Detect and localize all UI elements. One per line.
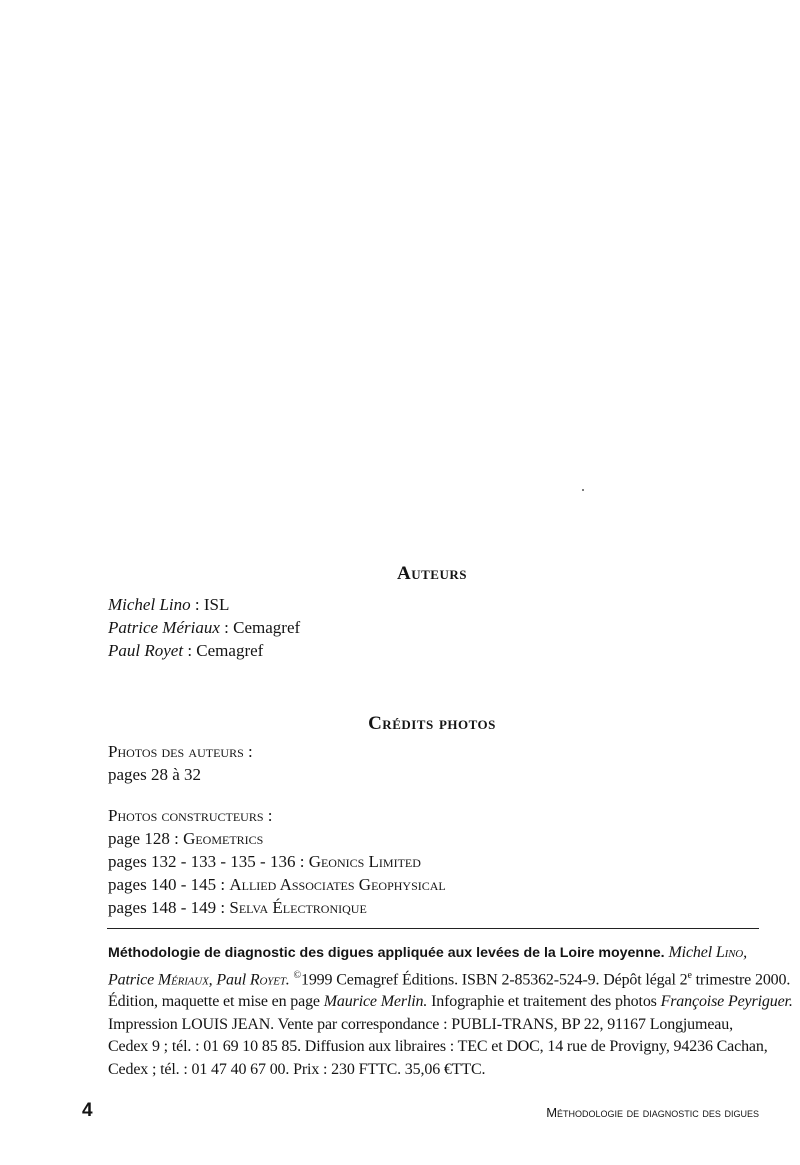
authors-list — [108, 593, 300, 662]
author-affiliation: Cemagref — [196, 641, 264, 660]
constructor-photos-label: Photos constructeurs — [108, 806, 264, 825]
author-name: Patrice Mériaux — [108, 618, 220, 637]
imprint-line: Méthodologie de diagnostic des digues appliquée aux levées de la Loire moyenne. Michel Lino, — [108, 944, 747, 961]
author-entry: Paul Royet : Cemagref — [108, 641, 264, 660]
page-number: 4 — [82, 1100, 93, 1121]
imprint-line: Édition, maquette et mise en page Maurice Merlin. Infographie et traitement des photos Françoise Peyriguer. — [108, 993, 793, 1011]
imprint-line: Cedex 9 ; tél. : 01 69 10 85 85. Diffusion aux libraires : TEC et DOC, 14 rue de Provigny, 94236 Cachan, — [108, 1038, 768, 1056]
author-name: Paul Royet — [108, 641, 184, 660]
imprint-block — [108, 942, 793, 1081]
credits-heading: Crédits photos — [368, 713, 496, 734]
constructor-credit-row: pages 140 - 145 : Allied Associates Geophysical — [108, 875, 446, 894]
constructor-credit-row: pages 132 - 133 - 135 - 136 : Geonics Limited — [108, 852, 421, 871]
author-photos-credit: Photos des auteurs : pages 28 à 32 — [108, 742, 253, 784]
constructor-name: Allied Associates Geophysical — [229, 875, 446, 894]
constructor-name: Selva Électronique — [229, 898, 367, 917]
constructor-photos-credit: Photos constructeurs : page 128 : Geometrics pages 132 - 133 - 135 - 136 : Geonics Limited pages 140 - 145 : Allied Associates Geophysical pages 148 - 149 : Selva Électronique — [108, 806, 446, 917]
imprint-title: Méthodologie de diagnostic des digues appliquée aux levées de la Loire moyenne. — [108, 945, 665, 961]
author-name: Michel Lino — [108, 595, 191, 614]
constructor-credit-row: page 128 : Geometrics — [108, 829, 264, 848]
author-affiliation: Cemagref — [233, 618, 301, 637]
scan-speck — [582, 489, 584, 491]
running-title: Méthodologie de diagnostic des digues — [546, 1105, 759, 1120]
author-affiliation: ISL — [203, 595, 230, 614]
constructor-name: Geometrics — [183, 829, 264, 848]
constructor-name: Geonics Limited — [308, 852, 421, 871]
author-photos-label: Photos des auteurs — [108, 742, 244, 761]
imprint-separator — [107, 928, 759, 929]
constructor-credit-row: pages 148 - 149 : Selva Électronique — [108, 898, 367, 917]
author-entry: Patrice Mériaux : Cemagref — [108, 618, 301, 637]
author-photos-pages: pages 28 à 32 — [108, 765, 202, 784]
author-entry: Michel Lino : ISL — [108, 595, 230, 614]
imprint-line: Impression LOUIS JEAN. Vente par correspondance : PUBLI-TRANS, BP 22, 91167 Longjumeau, — [108, 1015, 733, 1033]
imprint-line: Patrice Mériaux, Paul Royet. ©1999 Cemagref Éditions. ISBN 2-85362-524-9. Dépôt légal 2e trimestre 2000. — [108, 969, 791, 988]
authors-heading: Auteurs — [397, 563, 467, 584]
imprint-line: Cedex ; tél. : 01 47 40 67 00. Prix : 230 FTTC. 35,06 €TTC. — [108, 1060, 486, 1078]
